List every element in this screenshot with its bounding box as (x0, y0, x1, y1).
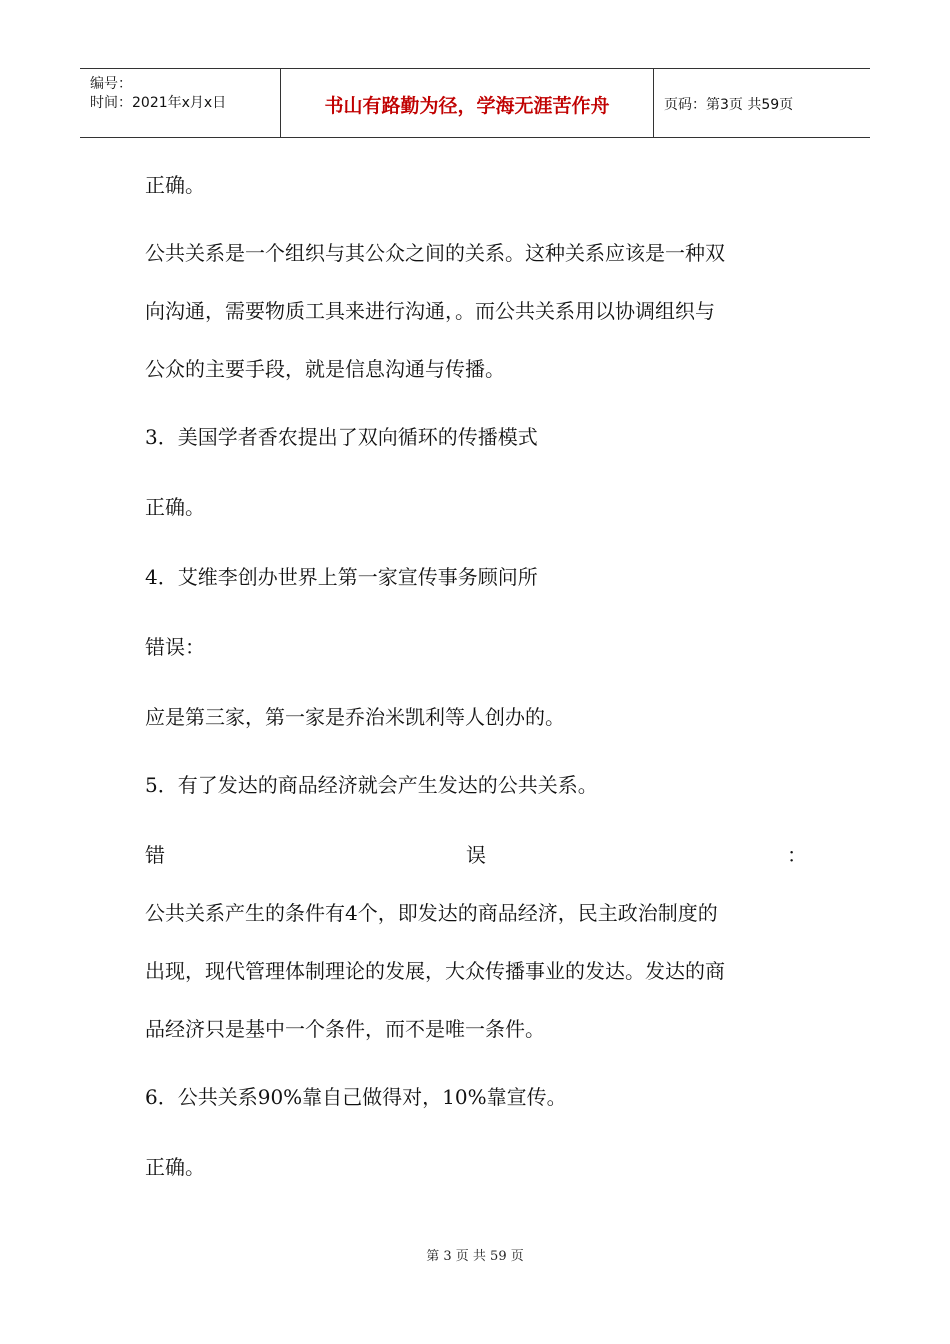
date-label: 时间：2021年x月x日 (90, 95, 227, 111)
explanation-5: 品经济只是基中一个条件，而不是唯一条件。 (145, 1017, 545, 1041)
question-4: 4．艾维李创办世界上第一家宣传事务顾问所 (145, 565, 538, 589)
question-6: 6．公共关系90%靠自己做得对，10%靠宣传。 (145, 1085, 567, 1109)
document-header (80, 68, 870, 138)
answer-6: 正确。 (145, 1155, 205, 1179)
body-line: 正确。 (145, 173, 205, 197)
explanation-5: 公共关系产生的条件有4个，即发达的商品经济，民主政治制度的 (145, 901, 718, 925)
answer-4: 错误： (145, 635, 205, 659)
explanation-4: 应是第三家，第一家是乔治米凯利等人创办的。 (145, 705, 565, 729)
answer-5-char: 误 (466, 843, 486, 867)
page-label: 页码：第3页 共59页 (664, 97, 794, 113)
header-left-cell (80, 69, 280, 137)
header-motto-cell (280, 69, 654, 137)
body-line: 公共关系是一个组织与其公众之间的关系。这种关系应该是一种双 (145, 241, 725, 265)
answer-3: 正确。 (145, 495, 205, 519)
question-5: 5．有了发达的商品经济就会产生发达的公共关系。 (145, 773, 598, 797)
header-right-cell (653, 69, 870, 137)
body-line: 公众的主要手段，就是信息沟通与传播。 (145, 357, 505, 381)
page-footer: 第 3 页 共 59 页 (426, 1249, 524, 1264)
answer-5-char: 错 (145, 843, 165, 867)
number-label: 编号： (90, 76, 132, 92)
explanation-5: 出现，现代管理体制理论的发展，大众传播事业的发达。发达的商 (145, 959, 725, 983)
body-line: 向沟通，需要物质工具来进行沟通，。而公共关系用以协调组织与 (145, 299, 715, 323)
answer-5-char: ： (787, 843, 807, 867)
answer-5-justified (145, 842, 807, 868)
header-motto: 书山有路勤为径，学海无涯苦作舟 (324, 95, 610, 117)
question-3: 3．美国学者香农提出了双向循环的传播模式 (145, 425, 538, 449)
